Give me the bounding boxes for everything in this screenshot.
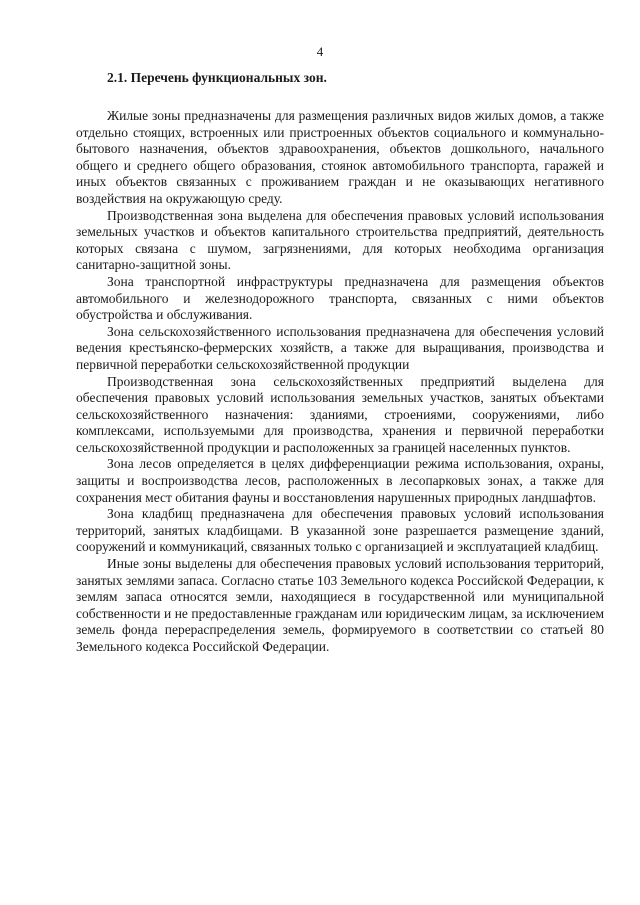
section-heading: 2.1. Перечень функциональных зон.	[107, 70, 327, 85]
paragraph-other-zones: Иные зоны выделены для обеспечения правовых условий использования территорий, занятых землями запаса. Согласно статье 103 Земельного кодекса Российской Федерации, к землям запаса относятся земли, находящиеся в государственной или муниципальной собственности и не предоставленные гражданам или юридическим лицам, за исключением земель фонда перераспределения земель, формируемого в соответствии со статьей 80 Земельного кодекса Российской Федерации.	[76, 556, 604, 654]
paragraph-industrial-zone: Производственная зона выделена для обеспечения правовых условий использования земельных участков и объектов капитального строительства предприятий, деятельность которых связана с шумом, загрязнениями, для которых необходима организация санитарно-защитной зоны.	[76, 207, 604, 273]
paragraph-transport-zone: Зона транспортной инфраструктуры предназначена для размещения объектов автомобильного и железнодорожного транспорта, связанных с ними объектов обустройства и обслуживания.	[76, 273, 604, 323]
paragraph-cemetery-zone: Зона кладбищ предназначена для обеспечения правовых условий использования территорий, занятых кладбищами. В указанной зоне разрешается размещение зданий, сооружений и коммуникаций, связанных только с организацией и эксплуатацией кладбищ.	[76, 506, 604, 555]
paragraph-agricultural-enterprises-zone: Производственная зона сельскохозяйственных предприятий выделена для обеспечения правовых условий использования земельных участков, занятых объектами сельскохозяйственного назначения: зданиями, строениями, сооружениями, либо комплексами, используемыми для производства, хранения и первичной переработки сельскохозяйственной продукции и расположенных за границей населенных пунктов.	[76, 373, 604, 455]
paragraph-residential-zones: Жилые зоны предназначены для размещения различных видов жилых домов, а также отдельно стоящих, встроенных или пристроенных объектов социального и коммунально-бытового назначения, объектов здравоохранения, объектов дошкольного, начального общего и среднего общего образования, стоянок автомобильного транспорта, гаражей и иных объектов связанных с проживанием граждан и не оказывающих негативного воздействия на окружающую среду.	[76, 108, 604, 206]
document-body	[76, 70, 604, 656]
page-number: 4	[316, 44, 324, 59]
paragraph-forest-zone: Зона лесов определяется в целях дифференциации режима использования, охраны, защиты и воспроизводства лесов, расположенных в лесопарковых зонах, а также для сохранения мест обитания фауны и восстановления нарушенных природных ландшафтов.	[76, 456, 604, 505]
paragraph-agricultural-use-zone: Зона сельскохозяйственного использования предназначена для обеспечения условий ведения крестьянско-фермерских хозяйств, а также для выращивания, производства и первичной переработки сельскохозяйственной продукции	[76, 323, 604, 372]
